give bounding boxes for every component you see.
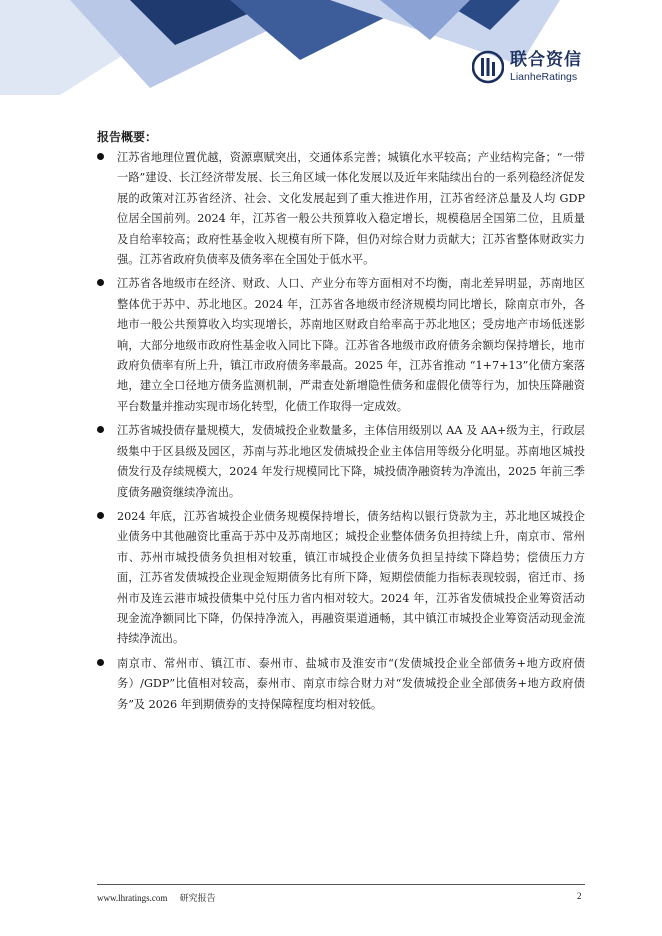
bullet-icon — [97, 512, 104, 519]
summary-bullet — [97, 654, 585, 715]
summary-bullet-text: 2024 年底，江苏省城投企业债务规模保持增长，债务结构以银行贷款为主，苏北地区城投企业债务中其他融资比重高于苏中及苏南地区；城投企业整体债务负担持续上升，南京市、常州市、苏州市城投债务负担相对较重，镇江市城投企业债务负担呈持续下降趋势；偿债压力方面，江苏省发债城投企业现金短期债务比有所下降，短期偿债能力指标表现较弱，宿迁市、扬州市及连云港市城投债集中兑付压力省内相对较大。2024 年，江苏省发债城投企业筹资活动现金流净额同比下降，仍保持净流入，再融资渠道通畅，其中镇江市城投企业筹资活动现金流持续净流出。 — [117, 509, 585, 646]
summary-bullet — [97, 274, 585, 417]
summary-bullet-list — [97, 148, 585, 719]
lianhe-logo-icon — [472, 50, 504, 84]
logo-chinese-name: 联合资信 — [510, 49, 582, 70]
summary-bullet-text: 南京市、常州市、镇江市、泰州市、盐城市及淮安市“(发债城投企业全部债务+地方政府债务）/GDP”比值相对较高，泰州市、南京市综合财力对“发债城投企业全部债务+地方政府债务”及 2026 年到期债券的支持保障程度均相对较低。 — [117, 656, 585, 711]
footer-url-link[interactable]: www.lhratings.com — [97, 893, 168, 903]
bullet-icon — [97, 659, 104, 666]
logo-english-name: LianheRatings — [510, 70, 578, 83]
summary-bullet — [97, 148, 585, 270]
summary-bullet-text: 江苏省城投债存量规模大，发债城投企业数量多，主体信用级别以 AA 及 AA+级为主，行政层级集中于区县级及园区，苏南与苏北地区发债城投企业主体信用等级分化明显。苏南地区城投债发行及存续规模大，2024 年发行规模同比下降，城投债净融资转为净流出，2025 年前三季度债务融资继续净流出。 — [117, 424, 585, 499]
summary-bullet-text: 江苏省地理位置优越，资源禀赋突出，交通体系完善；城镇化水平较高；产业结构完备；“一带一路”建设、长江经济带发展、长三角区域一体化发展以及近年来陆续出台的一系列稳经济促发展的政策对江苏省经济、社会、文化发展起到了重大推进作用，江苏省经济总量及人均 GDP 位居全国前列。2024 年，江苏省一般公共预算收入稳定增长，规模稳居全国第二位，且质量及自给率较高；政府性基金收入规模有所下降，但仍对综合财力贡献大；江苏省整体财政实力强。江苏省政府负债率及债务率在全国处于低水平。 — [117, 151, 585, 267]
bullet-icon — [97, 153, 104, 160]
summary-bullet — [97, 507, 585, 650]
footer-report-label: 研究报告 — [179, 893, 216, 903]
footer-divider — [97, 884, 585, 885]
footer-info — [97, 891, 226, 904]
summary-heading: 报告概要： — [97, 130, 158, 144]
summary-bullet-text: 江苏省各地级市在经济、财政、人口、产业分布等方面相对不均衡，南北差异明显，苏南地区整体优于苏中、苏北地区。2024 年，江苏省各地级市经济规模均同比增长，除南京市外，各地市一般公共预算收入均实现增长，苏南地区财政自给率高于苏北地区；受房地产市场低迷影响，大部分地级市政府性基金收入同比下降。江苏省各地级市政府债务余额均保持增长，地市政府负债率有所上升，镇江市政府债务率最高。2025 年，江苏省推动 “1+7+13”化债方案落地，建立全口径地方债务监测机制，严肃查处新增隐性债务和虚假化债等行为，加快压降融资平台数量并推动实现市场化转型，化债工作取得一定成效。 — [117, 277, 585, 413]
bullet-icon — [97, 426, 104, 433]
page-number: 2 — [577, 891, 582, 901]
summary-bullet — [97, 421, 585, 503]
lianhe-logo — [472, 50, 582, 84]
bullet-icon — [97, 279, 104, 286]
